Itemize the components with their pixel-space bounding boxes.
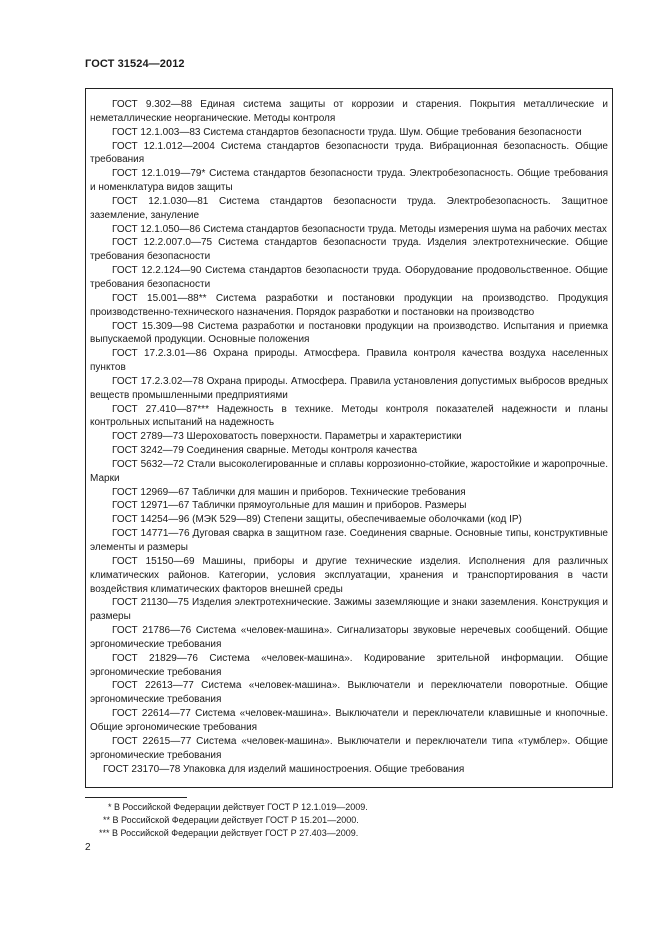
reference-item: ГОСТ 12.2.124—90 Система стандартов безопасности труда. Оборудование продовольственное. Общие требования безопасности	[90, 265, 608, 290]
reference-item: ГОСТ 21130—75 Изделия электротехнические. Зажимы заземляющие и знаки заземления. Конструкция и размеры	[90, 597, 608, 623]
page-number: 2	[85, 842, 91, 853]
footnote: *** В Российской Федерации действует ГОСТ Р 27.403—2009.	[99, 828, 359, 838]
reference-item: ГОСТ 17.2.3.02—78 Охрана природы. Атмосфера. Правила установления допустимых выбросов вредных веществ промышленными предприятиями	[90, 375, 608, 401]
reference-item: ГОСТ 12.1.050—86 Система стандартов безопасности труда. Методы измерения шума на рабочих местах	[112, 223, 607, 235]
reference-item: ГОСТ 27.410—87*** Надежность в технике. Методы контроля показателей надежности и планы контрольных испытаний на надежность	[90, 403, 608, 429]
reference-item: ГОСТ 3242—79 Соединения сварные. Методы контроля качества	[112, 445, 418, 457]
reference-item: ГОСТ 9.302—88 Единая система защиты от коррозии и старения. Покрытия металлические и неметаллические неорганические. Методы контроля	[90, 99, 608, 124]
reference-item: ГОСТ 12969—67 Таблички для машин и приборов. Технические требования	[112, 486, 466, 498]
footnotes	[85, 801, 605, 840]
reference-item: ГОСТ 12971—67 Таблички прямоугольные для машин и приборов. Размеры	[112, 500, 467, 512]
footnote: ** В Российской Федерации действует ГОСТ Р 15.201—2000.	[103, 815, 359, 825]
reference-item: ГОСТ 15.001—88** Система разработки и постановки продукции на производство. Продукция производственно-технического назначения. Порядок разработки и постановки на производство	[90, 292, 608, 318]
references-list	[90, 98, 608, 776]
reference-item: ГОСТ 21786—76 Система «человек-машина». Сигнализаторы звуковые неречевых сообщений. Общие эргономические требования	[90, 625, 608, 650]
reference-item: ГОСТ 5632—72 Стали высоколегированные и сплавы коррозионно-стойкие, жаростойкие и жаропрочные. Марки	[90, 458, 608, 484]
reference-item: ГОСТ 22614—77 Система «человек-машина». Выключатели и переключатели клавишные и кнопочные. Общие эргономические требования	[90, 708, 608, 733]
reference-item: ГОСТ 12.1.003—83 Система стандартов безопасности труда. Шум. Общие требования безопасности	[112, 126, 582, 138]
footnote: * В Российской Федерации действует ГОСТ Р 12.1.019—2009.	[108, 802, 368, 812]
document-header: ГОСТ 31524—2012	[85, 58, 185, 70]
reference-item: ГОСТ 14771—76 Дуговая сварка в защитном газе. Соединения сварные. Основные типы, конструктивные элементы и размеры	[90, 528, 608, 553]
reference-item: ГОСТ 12.1.012—2004 Система стандартов безопасности труда. Вибрационная безопасность. Общие требования	[90, 140, 608, 166]
reference-item: ГОСТ 17.2.3.01—86 Охрана природы. Атмосфера. Правила контроля качества воздуха населенных пунктов	[90, 348, 608, 374]
reference-item: ГОСТ 15150—69 Машины, приборы и другие технические изделия. Исполнения для различных климатических районов. Категории, условия эксплуатации, хранения и транспортирования в части воздействия климатических факторов внешней среды	[90, 555, 608, 595]
reference-item: ГОСТ 23170—78 Упаковка для изделий машиностроения. Общие требования	[103, 763, 465, 775]
reference-item: ГОСТ 14254—96 (МЭК 529—89) Степени защиты, обеспечиваемые оболочками (код IP)	[112, 514, 522, 526]
reference-item: ГОСТ 12.1.019—79* Система стандартов безопасности труда. Электробезопасность. Общие требования и номенклатура видов защиты	[90, 168, 608, 194]
footnote-divider	[85, 797, 187, 798]
reference-item: ГОСТ 22615—77 Система «человек-машина». Выключатели и переключатели типа «тумблер». Общие эргономические требования	[90, 735, 608, 761]
reference-item: ГОСТ 22613—77 Система «человек-машина». Выключатели и переключатели поворотные. Общие эргономические требования	[90, 680, 608, 706]
reference-item: ГОСТ 2789—73 Шероховатость поверхности. Параметры и характеристики	[112, 431, 462, 443]
reference-item: ГОСТ 21829—76 Система «человек-машина». Кодирование зрительной информации. Общие эргономические требования	[90, 652, 608, 678]
reference-item: ГОСТ 12.1.030—81 Система стандартов безопасности труда. Электробезопасность. Защитное заземление, зануление	[90, 195, 608, 221]
reference-item: ГОСТ 12.2.007.0—75 Система стандартов безопасности труда. Изделия электротехнические. Общие требования безопасности	[90, 237, 608, 263]
reference-item: ГОСТ 15.309—98 Система разработки и постановки продукции на производство. Испытания и приемка выпускаемой продукции. Основные положения	[90, 320, 608, 346]
